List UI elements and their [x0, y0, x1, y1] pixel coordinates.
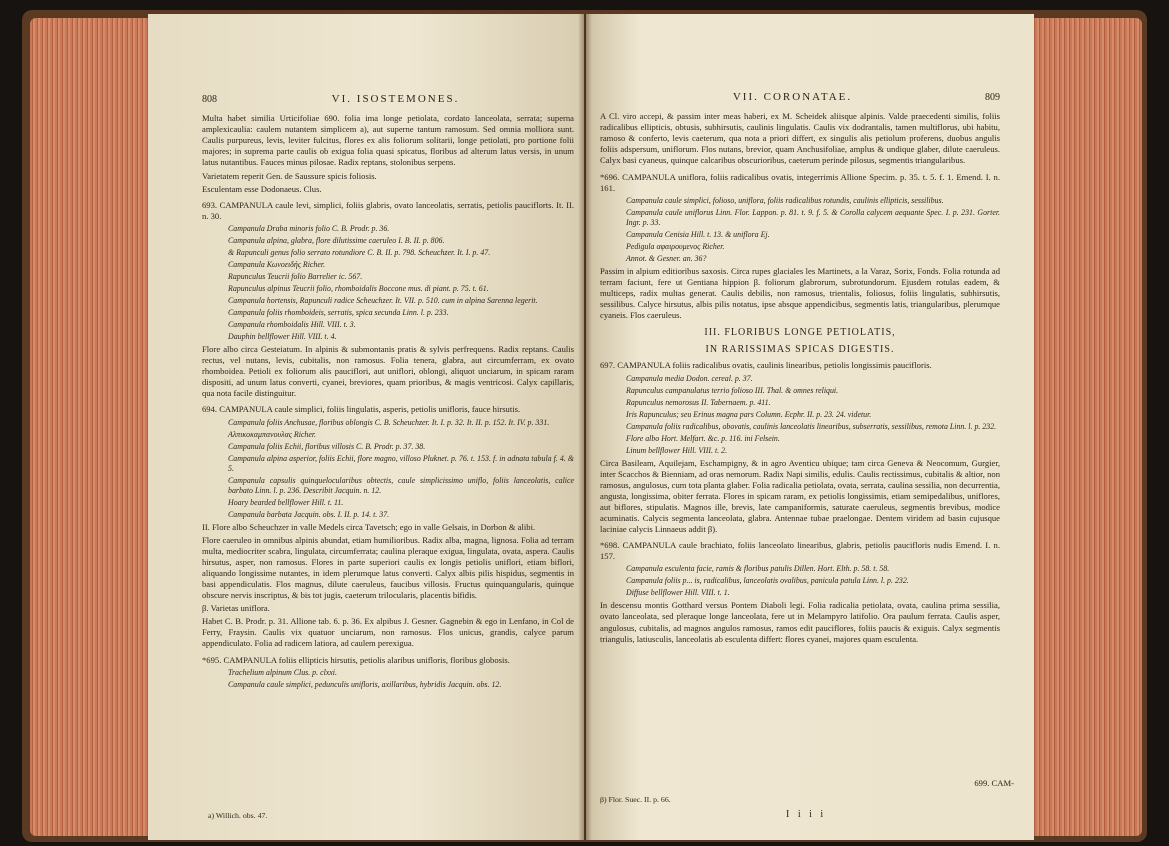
signature-mark: I i i i: [786, 809, 827, 820]
synonym: Campanula barbata Jacquin. obs. I. II. p. 14. t. 37.: [228, 509, 390, 519]
entry-heading: *695. CAMPANULA foliis ellipticis hirsutis, petiolis alaribus unifloris, floribus globosis.: [202, 654, 510, 665]
entry-heading: 693. CAMPANULA caule levi, simplici, foliis glabris, ovato lanceolatis, serratis, petiolis pauciflorts. It. II. n. 30.: [202, 199, 574, 221]
synonym: Campanula foliis p... is, radicalibus, lanceolatis ovalibus, panicula patula Linn. l. p. 232.: [626, 576, 909, 586]
synonym: Campanula foliis Anchusae, floribus oblongis C. B. Scheuchzer. It. I. p. 32. It. II. p. 152. It. IV. p. 331.: [228, 417, 550, 427]
description: Flore caeruleo in omnibus alpinis abundat, etiam humilioribus. Radix alba, magna, lignosa. Folia ad terram multa, mediocriter scabra, lingulata, circumferrata; caulina pleraque exigua, lingulata, ovata, aspera. Caulis hirsutus, asper, non ramosus. Flores in parte superiori caulis ex longis petiolis uniflori, etiam biflori, aliquando longissime nutantes, in idem plerumque latus converti. Calyx albis pilis hispidus, segmentis in basi appendiculatis. Flos magnus, dilute caeruleus, faucibus villosis. Fructus quinquangularis, quinque obscure nervis inscriptus, & bis tot jugis, caeterum trilocularis, placentis bifidis.: [202, 534, 574, 601]
synonym: Campanula rhomboidalis Hill. VIII. t. 3.: [228, 319, 356, 329]
section-title: III. FLORIBUS LONGE PETIOLATIS,: [704, 327, 896, 339]
left-page-header: [202, 94, 574, 105]
synonym: Trachelium alpinum Clus. p. clxxi.: [228, 667, 337, 677]
variety: β. Varietas uniflora.: [202, 603, 270, 614]
synonym: Campanula hortensis, Rapunculi radice Scheuchzer. It. VII. p. 510. cum in alpina Sarenna legerit.: [228, 295, 538, 305]
synonym: Campanula Draba minoris folio C. B. Prodr. p. 36.: [228, 223, 390, 233]
running-head: VI. ISOSTEMONES.: [331, 93, 460, 105]
synonym: Campanula media Dodon. cereal. p. 37.: [626, 373, 753, 383]
synonym: Dauphin bellflower Hill. VIII. t. 4.: [228, 331, 337, 341]
synonym: Diffuse bellflower Hill. VIII. t. 1.: [626, 588, 730, 598]
page-edges-left: [30, 18, 150, 836]
synonym: Rapunculus nemorosus II. Tabernaem. p. 411.: [626, 397, 771, 407]
right-page: [586, 14, 1034, 840]
synonym: Campanula alpina, glabra, flore dilutissime caeruleo I. B. II. p. 806.: [228, 235, 445, 245]
paragraph: A Cl. viro accepi, & passim inter meas haberi, ex M. Scheidek aliisque alpinis. Valde praecedenti similis, foliis radicalibus ellipticis, obtusis, subhirsutis, caulinis lingulatis. Caulis vix dodrantalis, tamen multiflorus, ubi habitu, ramoso & conferto, levis caeterum, qua nota a priori differt, ex singulis alis petiolum proferens, duobus angulis foliis adspersum, uniflorum. Flos nutans, brevior, quam Anchusifoliae, amplus & undique glaber, dilute caeruleus. Calyx basi cyaneus, quinque calcaribus obscurioribus, caeterum perinde pilosus, segmentis triangularibus.: [600, 111, 1000, 166]
synonym: Campanula capsulis quinquelocularibus obtectis, caule simplicissimo uniflo, foliis lanceolatis, calice barbato Linn. l. p. 236. Describit Jacquin. n. 12.: [228, 475, 574, 495]
synonym: Campanula foliis radicalibus, obovatis, caulinis lanceolatis linearibus, subserratis, sessilibus, remota Linn. l. p. 232.: [626, 421, 997, 431]
paragraph: Varietatem reperit Gen. de Saussure spicis foliosis.: [202, 170, 377, 181]
synonym: & Rapunculi genus folio serrato rotundiore C. B. II. p. 798. Scheuchzer. It. I. p. 47.: [228, 247, 491, 257]
synonym: Pedigula αφαιρουμενος Richer.: [626, 241, 725, 251]
footnote: a) Willich. obs. 47.: [208, 811, 268, 820]
page-edges-right: [1032, 18, 1142, 836]
book-gutter: [578, 14, 592, 840]
description: II. Flore albo Scheuchzer in valle Medels circa Tavetsch; ego in valle Gelsais, in Dorbon & alibi.: [202, 521, 536, 532]
synonym: Campanula Κωνοειδής Richer.: [228, 259, 326, 269]
entry-heading: *698. CAMPANULA caule brachiato, foliis lanceolato linearibus, glabris, petiolis paucifloris nudis Emend. I. n. 157.: [600, 540, 1000, 562]
description: Flore albo circa Gesteiatum. In alpinis & submontanis pratis & sylvis perfrequens. Radix reptans. Caulis rectus, vel nutans, levis, cubitalis, non ramosus. Folia tenera, glabra, aut circumferram, ex ovato rhomboidea. Petioli ex foliorum alis pauciflori, aut uniflori, oblongi, aliquot unciarum, in spicam raram dispositi, ad unum latus converti, cyanei, breviores, quam prioribus, & magis ventricosi. Calyx capillaris, qua nota facile distinguitur.: [202, 343, 574, 399]
description: Circa Basileam, Aquilejam, Eschampigny, & in agro Aventicu ubique; tam circa Geneva & Neocomum, Gurgier, inter Scacchos & Bienniam, ad oras nemorum. Radix Napi similis, edulis. Caulis rectissimus, cubitalis & altior, non ramosus, angulosus, cum tota planta glaber. Folia radicalia petiolata, ovata, serrata, caulina sessilia, non decurrentia, angusta, longissima, obiter ferrata. Flores in spicam raram, ex petiolis longissimis, etiam semipedalibus, uniflores, aut biflores, stipulatis. Magnos ille, brevis, late campaniformis, saturate caeruleus, segmentis brevibus, modice acuminatis. Calycis segmenta lanceolata, glabra. Antennae tubae praelongae. Dentem viridem ad basin cujusque laciniae calycis Linnaeus addit β).: [600, 457, 1000, 535]
catchword: 699. CAM-: [974, 778, 1014, 788]
synonym: Campanula foliis Echii, floribus villosis C. B. Prodr. p. 37. 38.: [228, 441, 426, 451]
entry-heading: 694. CAMPANULA caule simplici, foliis lingulatis, asperis, petiolis unifloris, fauce hirsutis.: [202, 404, 521, 415]
synonym: Linum bellflower Hill. VIII. t. 2.: [626, 445, 728, 455]
synonym: Campanula Cenisia Hill. t. 13. & uniflora Ej.: [626, 229, 770, 239]
synonym: Campanula alpina asperior, foliis Echii, flore magno, villoso Pluknet. p. 76. t. 153. f. in adnata tabula f. 4. & 5.: [228, 453, 574, 473]
right-page-header: [600, 92, 1000, 103]
left-page: [148, 14, 584, 840]
synonym: Campanula esculenta facie, ramis & floribus patulis Dillen. Hort. Elth. p. 58. t. 58.: [626, 564, 890, 574]
synonym: Αλπικοκαμπανουλας Richer.: [228, 429, 317, 439]
entry-heading: 697. CAMPANULA foliis radicalibus ovatis, caulinis linearibus, petiolis longissimis paucifloris.: [600, 360, 932, 371]
paragraph: Multa habet similia Urticifoliae 690. folia ima longe petiolata, cordato lanceolata, serrata; superna amplexicaulia: caulem nutantem simplicem a), aut superne tantum ramosum. Sed omnia molliora sunt. Caulis purpureus, levis, leviter fulcitus, flores ex alis foliorum solitarii, longe petiolati, pro portione folii majores; in suprema parte caulis ob exigua folia quasi spicatus, floribus ad alterum latus versis, in unum latus nutantibus. Fauces minus pilosae. Radix reptans, stolonibus serpens.: [202, 113, 574, 168]
synonym: Campanula caule simplici, folioso, uniflora, foliis radicalibus rotundis, caulinis ellipticis, sessilibus.: [626, 195, 944, 205]
synonym: Rapunculus Teucrii folio Barrelier ic. 567.: [228, 271, 363, 281]
paragraph: Esculentam esse Dodonaeus. Clus.: [202, 183, 322, 194]
running-head: VII. CORONATAE.: [732, 91, 853, 103]
synonym: Annot. & Gesner. an. 36?: [626, 253, 707, 263]
footnote: β) Flor. Suec. II. p. 66.: [600, 795, 671, 804]
right-page-content: [600, 92, 1000, 647]
page-number: 809: [984, 92, 1000, 103]
entry-heading: *696. CAMPANULA uniflora, foliis radicalibus ovatis, integerrimis Allione Specim. p. 35. t. 5. f. 1. Emend. I. n. 161.: [600, 171, 1000, 193]
description: In descensu montis Gotthard versus Pontem Diaboli legi. Folia radicalia petiolata, ovata, caulina prima sessilia, ovato lanceolata, sed pleraque longe lanceolata, fere ut in Melampyro latifolio. Ora paulum ferrata. Caulis asper, angulosus, cubitalis, ad magnos angulos ramosus, ramos edit pauciflores, foliis paucis & exiguis. Calyx segmentis triangulis, latiusculis, lanceolatis ab esculenta differt: flores cyanei, majores quam esculenta.: [600, 600, 1000, 644]
synonym: Rapunculus campanulatus terrio folioso III. Thal. & omnes reliqui.: [626, 385, 839, 395]
synonym: Iris Rapunculus; seu Erinus magna pars Column. Ecphr. II. p. 23. 24. videtur.: [626, 409, 872, 419]
synonym: Flore albo Hort. Melfart. &c. p. 116. ini Felsein.: [626, 433, 780, 443]
synonym: Campanula foliis rhomboideis, serratis, spica secunda Linn. l. p. 233.: [228, 307, 449, 317]
synonym: Campanula caule simplici, pedunculis unifloris, axillaribus, hybridis Jacquin. obs. 12.: [228, 679, 502, 689]
page-number: 808: [202, 94, 217, 105]
description: Habet C. B. Prodr. p. 31. Allione tab. 6. p. 36. Ex alpibus J. Gesner. Gagnebin & ego in Lenfano, in Col de Ferry, Fraysin. Caulis vix quatuor unciarum, non ramosus. Flos unicus, grandis, calyce parum appendiculato. Folia ad radicem latiora, ad caulem perexigua.: [202, 616, 574, 649]
synonym: Rapunculus alpinus Teucrii folio, rhomboidalis Boccone mus. di piant. p. 75. t. 61.: [228, 283, 489, 293]
synonym: Hoary bearded bellflower Hill. t. 11.: [228, 497, 344, 507]
description: Passim in alpium editioribus saxosis. Circa rupes glaciales les Martinets, a la Varaz, Sorix, Fonds. Folia rotunda ad terram faciunt, fere ut Gentiana hippion β. foliorum glabrorum, subrotundorum. Ejusdem rotulas eadem, & multiceps, radix multas generat. Caulis debilis, non ramosus, trientalis, foliosus, foliis lingulatis, subhirsutis, sessilibus. Calyce hirsutus, albis pilis notatus, ipse absque appendicibus, segmentis latis, triangularibus, plerumque cyaneis. Flos caeruleus.: [600, 265, 1000, 321]
section-title: IN RARISSIMAS SPICAS DIGESTIS.: [705, 344, 895, 356]
synonym: Campanula caule uniflorus Linn. Flor. Lappon. p. 81. t. 9. f. 5. & Corolla calycem aequante Spec. I. p. 231. Gorter. Ingr. p. 33.: [626, 207, 1000, 227]
left-page-content: [202, 94, 574, 692]
